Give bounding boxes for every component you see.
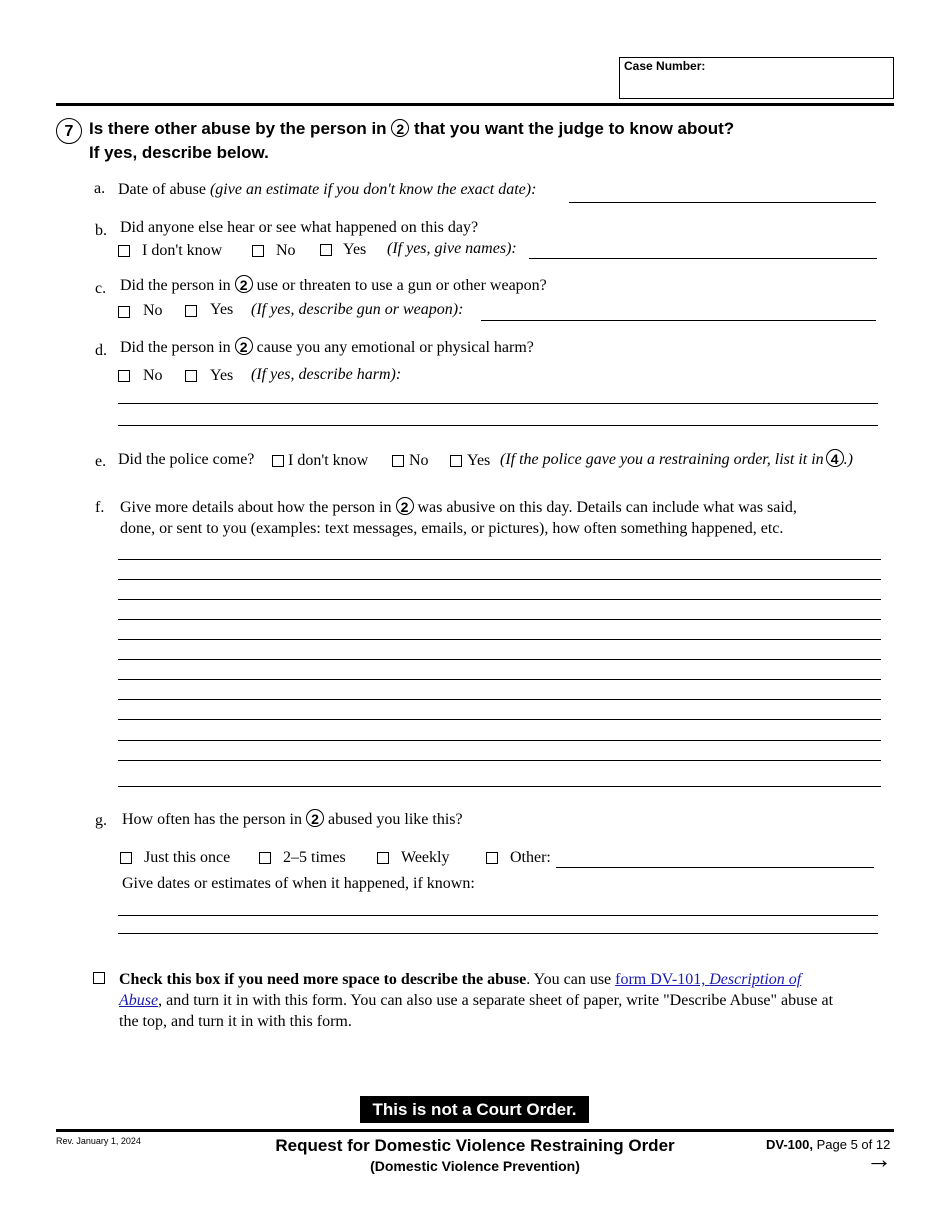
dv101-form-link[interactable] — [615, 971, 801, 988]
witness-no-checkbox[interactable] — [252, 245, 264, 257]
dv101-link-text: form DV-101, — [615, 971, 710, 988]
item-letter-a: a. — [94, 180, 106, 197]
police-no-label: No — [409, 452, 429, 469]
police-yes-checkbox[interactable] — [450, 455, 462, 467]
details-line[interactable] — [118, 599, 881, 600]
details-line[interactable] — [118, 679, 881, 680]
weapon-question-part2: use or threaten to use a gun or other weapon? — [256, 277, 547, 294]
details-line[interactable] — [118, 619, 881, 620]
frequency-other-field[interactable] — [556, 867, 874, 868]
witness-no-label: No — [276, 242, 296, 259]
more-space-text — [119, 969, 894, 1032]
weapon-question-part1: Did the person in — [120, 277, 231, 294]
section-number-badge: 7 — [56, 118, 82, 144]
dates-line[interactable] — [118, 933, 878, 934]
item-letter-b: b. — [95, 222, 107, 239]
weapon-question — [120, 277, 547, 295]
date-of-abuse-field[interactable] — [569, 202, 876, 203]
dv101-link-title: Description of — [709, 971, 802, 988]
police-order-hint-part2: .) — [843, 451, 853, 468]
details-line[interactable] — [118, 719, 881, 720]
witness-names-field[interactable] — [529, 258, 877, 259]
details-line[interactable] — [118, 659, 881, 660]
police-dont-know-label: I don't know — [288, 452, 369, 469]
item-letter-f: f. — [95, 499, 105, 516]
item-ref-badge: 2 — [306, 809, 324, 827]
witness-yes-checkbox[interactable] — [320, 244, 332, 256]
details-line[interactable] — [118, 760, 881, 761]
case-number-box[interactable] — [619, 57, 894, 99]
more-space-text-part3: the top, and turn it in with this form. — [119, 1013, 352, 1030]
item-letter-c: c. — [95, 280, 107, 297]
witness-yes-label: Yes — [343, 241, 367, 258]
section-subtitle: If yes, describe below. — [89, 143, 269, 162]
details-instructions-part2: was abusive on this day. Details can include what was said, — [417, 499, 797, 516]
weapon-no-label: No — [143, 302, 163, 319]
police-no-checkbox[interactable] — [392, 455, 404, 467]
form-title: Request for Domestic Violence Restraining Order — [275, 1136, 675, 1155]
item-ref-badge: 2 — [396, 497, 414, 515]
more-space-bold: Check this box if you need more space to describe the abuse — [119, 971, 527, 988]
frequency-question-part1: How often has the person in — [122, 811, 302, 828]
witness-dont-know-label: I don't know — [142, 242, 223, 259]
item-ref-badge: 2 — [235, 337, 253, 355]
dates-instructions: Give dates or estimates of when it happened, if known: — [122, 875, 475, 892]
harm-question-part2: cause you any emotional or physical harm? — [256, 339, 534, 356]
details-line[interactable] — [118, 699, 881, 700]
more-space-text-part1: . You can use — [526, 971, 616, 988]
police-yes-label: Yes — [467, 452, 491, 469]
police-dont-know-checkbox[interactable] — [272, 455, 284, 467]
harm-no-label: No — [143, 367, 163, 384]
harm-yes-checkbox[interactable] — [185, 370, 197, 382]
harm-question-part1: Did the person in — [120, 339, 231, 356]
witness-names-hint: (If yes, give names): — [387, 240, 517, 257]
not-court-order-notice: This is not a Court Order. — [360, 1096, 589, 1123]
form-id: DV-100, — [766, 1137, 813, 1152]
witness-dont-know-checkbox[interactable] — [118, 245, 130, 257]
details-line[interactable] — [118, 639, 881, 640]
date-of-abuse-label — [118, 181, 536, 199]
weapon-yes-label: Yes — [210, 301, 234, 318]
weapon-no-checkbox[interactable] — [118, 306, 130, 318]
weapon-describe-hint: (If yes, describe gun or weapon): — [251, 301, 464, 318]
section-title-part2: that you want the judge to know about? — [414, 119, 735, 138]
details-line[interactable] — [118, 740, 881, 741]
revision-date: Rev. January 1, 2024 — [56, 1136, 141, 1146]
item-ref-badge: 2 — [391, 119, 409, 137]
frequency-other-checkbox[interactable] — [486, 852, 498, 864]
frequency-other-label: Other: — [510, 849, 551, 866]
harm-no-checkbox[interactable] — [118, 370, 130, 382]
item-letter-e: e. — [95, 453, 107, 470]
date-of-abuse-text: Date of abuse — [118, 181, 206, 198]
frequency-once-label: Just this once — [144, 849, 231, 866]
section-title — [89, 119, 734, 139]
more-space-checkbox[interactable] — [93, 972, 105, 984]
section-title-part1: Is there other abuse by the person in — [89, 119, 387, 138]
police-order-hint — [500, 451, 853, 469]
item-letter-d: d. — [95, 342, 107, 359]
more-space-text-part2: , and turn it in with this form. You can also use a separate sheet of paper, write "Describe Abuse" abuse at — [158, 992, 834, 1009]
footer-rule — [56, 1129, 894, 1132]
weapon-describe-field[interactable] — [481, 320, 876, 321]
dates-line[interactable] — [118, 915, 878, 916]
case-number-label: Case Number: — [624, 59, 706, 73]
frequency-weekly-checkbox[interactable] — [377, 852, 389, 864]
item-letter-g: g. — [95, 812, 107, 829]
item-ref-badge: 2 — [235, 275, 253, 293]
details-instructions-line2: done, or sent to you (examples: text messages, emails, or pictures), how often something happened, etc. — [120, 520, 784, 537]
harm-yes-label: Yes — [210, 367, 234, 384]
harm-describe-line[interactable] — [118, 425, 878, 426]
section-divider — [56, 103, 894, 106]
form-subtitle: (Domestic Violence Prevention) — [370, 1158, 580, 1174]
details-line[interactable] — [118, 559, 881, 560]
harm-describe-hint: (If yes, describe harm): — [251, 366, 402, 383]
frequency-weekly-label: Weekly — [401, 849, 450, 866]
police-question: Did the police come? — [118, 451, 255, 468]
date-of-abuse-hint: (give an estimate if you don't know the exact date): — [209, 181, 537, 198]
weapon-yes-checkbox[interactable] — [185, 305, 197, 317]
frequency-once-checkbox[interactable] — [120, 852, 132, 864]
dv101-form-link-cont[interactable]: Abuse — [119, 992, 159, 1009]
next-page-arrow-icon[interactable]: → — [866, 1144, 892, 1174]
details-instructions — [120, 499, 797, 517]
frequency-2-5-label: 2–5 times — [283, 849, 346, 866]
witness-question: Did anyone else hear or see what happened on this day? — [120, 219, 479, 236]
frequency-question-part2: abused you like this? — [327, 811, 463, 828]
frequency-question — [122, 811, 463, 829]
details-line[interactable] — [118, 579, 881, 580]
frequency-2-5-checkbox[interactable] — [259, 852, 271, 864]
details-line[interactable] — [118, 786, 881, 787]
item-ref-badge: 4 — [826, 449, 844, 467]
page-number: Page 5 of 12 — [816, 1137, 891, 1152]
details-instructions-part1: Give more details about how the person in — [120, 499, 392, 516]
harm-question — [120, 339, 534, 357]
harm-describe-line[interactable] — [118, 403, 878, 404]
police-order-hint-part1: (If the police gave you a restraining order, list it in — [500, 451, 824, 468]
